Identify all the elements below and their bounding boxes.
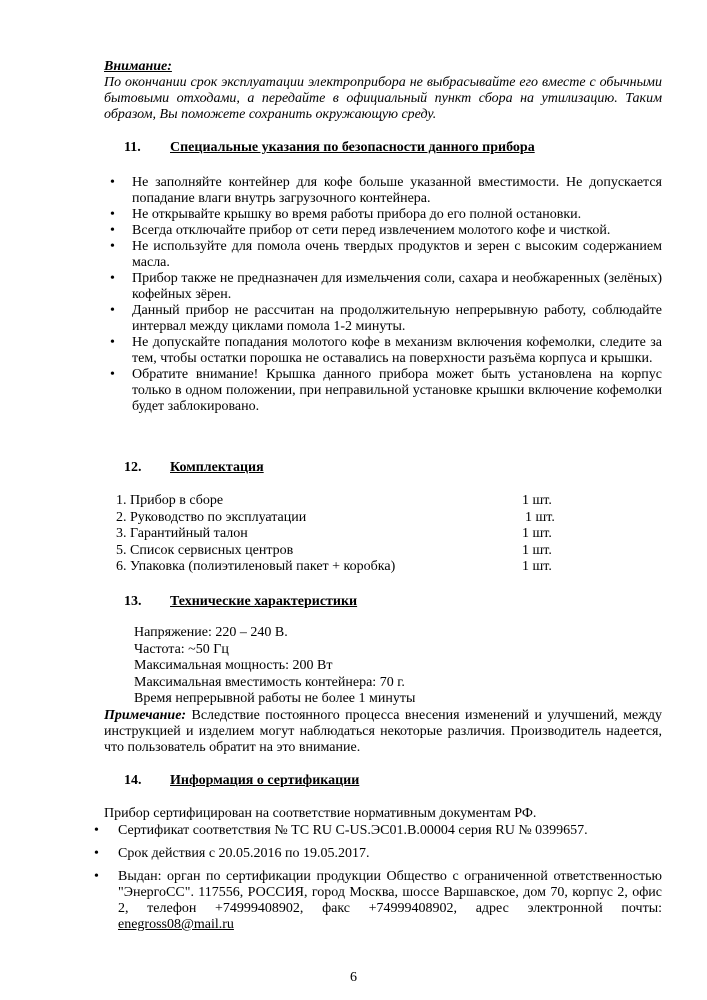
list-item: [104, 175, 662, 207]
page-number: 6: [350, 970, 357, 985]
bullet-icon: •: [94, 869, 99, 884]
bullet-icon: •: [110, 271, 115, 286]
list-item: [90, 869, 662, 933]
list-item-text: Обратите внимание! Крышка данного прибора может быть установлена на корпус только в одном положении, при неправильной установке крышки включение кофемолки будет заблокировано.: [132, 367, 662, 414]
spec-item: Время непрерывной работы не более 1 минуты: [134, 691, 416, 707]
kit-item: [116, 559, 576, 576]
kit-item-name: 5. Список сервисных центров: [116, 542, 294, 558]
email-link[interactable]: enegross08@mail.ru: [118, 917, 234, 932]
list-item: [104, 207, 662, 223]
issued-text: Выдан: орган по сертификации продукции Общество с ограниченной ответственностью "ЭнергоСС". 117556, РОССИЯ, город Москва, шоссе Варшавское, дом 70, корпус 2, офис 2, телефон +74999408902, факс +74999408902, адрес электронной почты:: [118, 869, 662, 916]
list-item: [104, 303, 662, 335]
section-number: 11.: [124, 140, 141, 155]
kit-item-qty: 1 шт.: [522, 559, 552, 574]
list-item-text: Не используйте для помола очень твердых продуктов и зерен с высоким содержанием масла.: [132, 239, 662, 270]
list-item: [104, 271, 662, 303]
kit-item-name: 6. Упаковка (полиэтиленовый пакет + коробка): [116, 559, 396, 574]
list-item-text: Срок действия с 20.05.2016 по 19.05.2017.: [118, 846, 370, 861]
bullet-icon: •: [110, 303, 115, 318]
section-title: Технические характеристики: [170, 594, 358, 609]
list-item-text: Не заполняйте контейнер для кофе больше указанной вместимости. Не допускается попадание влаги внутрь загрузочного контейнера.: [132, 175, 662, 206]
kit-item: [116, 493, 576, 510]
kit-item: [116, 526, 576, 543]
section-title: Специальные указания по безопасности данного прибора: [170, 140, 535, 155]
spec-item: Напряжение: 220 – 240 В.: [134, 625, 288, 640]
bullet-icon: •: [94, 823, 99, 838]
section-13-heading: [124, 594, 357, 610]
list-item-text: Всегда отключайте прибор от сети перед извлечением молотого кофе и чисткой.: [132, 223, 611, 238]
kit-list: [116, 493, 576, 576]
bullet-icon: •: [110, 335, 115, 350]
bullet-icon: •: [110, 207, 115, 222]
bullet-icon: •: [110, 223, 115, 238]
kit-item-qty: 1 шт.: [522, 493, 552, 508]
kit-item-name: 3. Гарантийный талон: [116, 526, 248, 541]
certification-list: [90, 823, 662, 933]
kit-item-qty: 1 шт.: [525, 509, 555, 525]
attention-block: [104, 59, 662, 123]
section-14-heading: [124, 773, 359, 789]
kit-item: [116, 510, 576, 527]
section-12-heading: [124, 460, 264, 476]
note-block: [104, 708, 662, 756]
list-item: [90, 846, 662, 862]
certification-intro: Прибор сертифицирован на соответствие нормативным документам РФ.: [104, 806, 537, 821]
attention-text: По окончании срок эксплуатации электроприбора не выбрасывайте его вместе с обычными бытовыми отходами, а передайте в официальный пункт сбора на утилизацию. Таким образом, Вы поможете сохранить окружающую среду.: [104, 75, 662, 122]
bullet-icon: •: [110, 239, 115, 254]
kit-item-name: 2. Руководство по эксплуатации: [116, 509, 307, 525]
list-item-text: Не открывайте крышку во время работы прибора до его полной остановки.: [132, 207, 582, 222]
list-item-text: Сертификат соответствия № ТС RU C-US.ЭС01.В.00004 серия RU № 0399657.: [118, 823, 588, 838]
list-item-text: Не допускайте попадания молотого кофе в механизм включения кофемолки, следите за тем, чтобы остатки порошка не оставались на поверхности разъёма корпуса и крышки.: [132, 335, 662, 366]
kit-item-qty: 1 шт.: [522, 526, 552, 541]
bullet-icon: •: [110, 367, 115, 382]
list-item: [104, 335, 662, 367]
spec-item: Частота: ~50 Гц: [134, 641, 229, 657]
list-item-text: Прибор также не предназначен для измельчения соли, сахара и необжаренных (зелёных) кофейных зёрен.: [132, 271, 662, 302]
safety-list: [104, 175, 662, 415]
note-label: Примечание:: [104, 708, 187, 723]
section-number: 13.: [124, 594, 142, 609]
list-item: [104, 367, 662, 415]
section-number: 14.: [124, 773, 142, 788]
kit-item-qty: 1 шт.: [522, 542, 552, 558]
list-item: [90, 823, 662, 839]
section-title: Комплектация: [170, 460, 264, 475]
kit-item-name: 1. Прибор в сборе: [116, 493, 224, 508]
attention-title: Внимание:: [104, 59, 172, 74]
section-title: Информация о сертификации: [170, 773, 360, 788]
list-item: [104, 239, 662, 271]
note-text: Вследствие постоянного процесса внесения изменений и улучшений, между инструкцией и изделием могут наблюдаться некоторые различия. Производитель надеется, что пользователь обратит на это внимание.: [104, 708, 662, 755]
section-11-heading: [124, 140, 535, 156]
specs-list: [134, 625, 415, 708]
list-item-text: Данный прибор не рассчитан на продолжительную непрерывную работу, соблюдайте интервал между циклами помола 1-2 минуты.: [132, 303, 662, 334]
spec-item: Максимальная вместимость контейнера: 70 г.: [134, 674, 405, 690]
bullet-icon: •: [110, 175, 115, 190]
list-item: [104, 223, 662, 239]
spec-item: Максимальная мощность: 200 Вт: [134, 658, 333, 674]
bullet-icon: •: [94, 846, 99, 861]
section-number: 12.: [124, 460, 142, 475]
kit-item: [116, 543, 576, 560]
